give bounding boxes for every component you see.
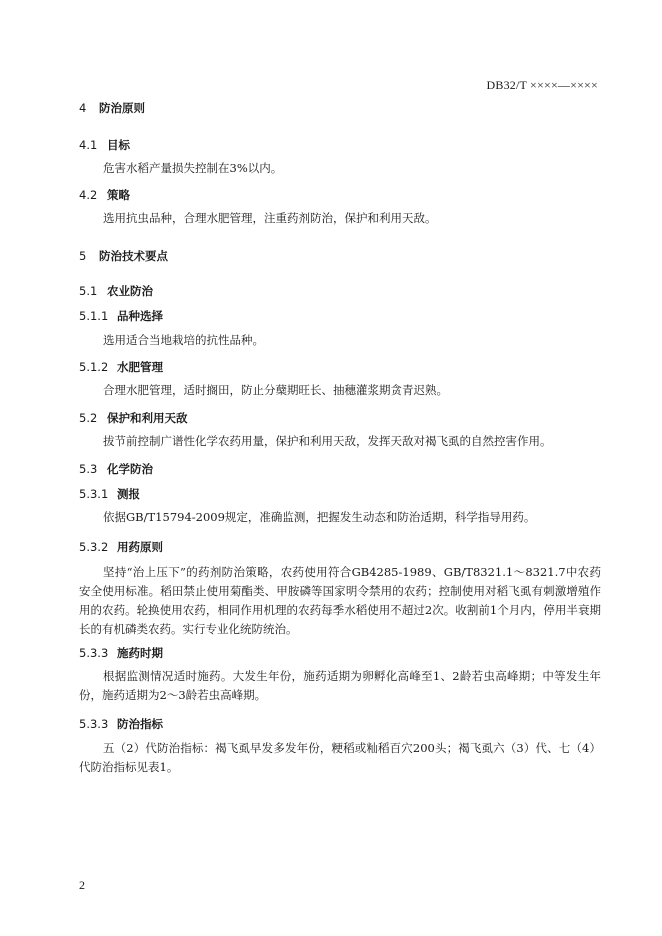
- heading-number: 5.3: [79, 462, 98, 476]
- heading-5-1: [79, 283, 153, 299]
- heading-number: 5: [79, 249, 87, 263]
- paragraph-5-3-1: 依据GB/T15794-2009规定，准确监测，把握发生动态和防治适期，科学指导用药。: [103, 510, 536, 524]
- heading-number: 5.3.1: [79, 487, 109, 501]
- paragraph-5-3-2: 坚持“治上压下”的药剂防治策略，农药使用符合GB4285-1989、GB/T8321.1～8321.7中农药安全使用标准。稻田禁止使用菊酯类、甲胺磷等国家明令禁用的农药；控制使用对稻飞虱有刺激增殖作用的农药。轮换使用农药，相同作用机理的农药每季水稻使用不超过2次。收割前1个月内，停用半衰期长的有机磷类农药。实行专业化统防统治。: [79, 565, 601, 636]
- heading-number: 5.3.2: [79, 540, 109, 554]
- heading-title: 水肥管理: [117, 360, 163, 374]
- heading-5-2: [79, 410, 188, 426]
- paragraph-5-1-1: 选用适合当地栽培的抗性品种。: [103, 333, 264, 347]
- heading-5-3: [79, 461, 153, 477]
- paragraph-4-1: 危害水稻产量损失控制在3%以内。: [103, 161, 283, 175]
- paragraph-5-3-3-timing: 根据监测情况适时施药。大发生年份，施药适期为卵孵化高峰至1、2龄若虫高峰期；中等发生年份，施药适期为2～3龄若虫高峰期。: [79, 669, 601, 702]
- heading-number: 5.3.3: [79, 717, 109, 731]
- heading-number: 5.1.1: [79, 309, 109, 323]
- page-number: 2: [79, 878, 85, 892]
- paragraph-5-1-2: 合理水肥管理，适时搁田，防止分蘖期旺长、抽穗灌浆期贪青迟熟。: [103, 383, 448, 397]
- heading-5-1-1: [79, 308, 163, 324]
- heading-number: 4.2: [79, 188, 98, 202]
- heading-title: 用药原则: [117, 540, 163, 554]
- heading-title: 测报: [117, 487, 140, 501]
- heading-5-3-1: [79, 486, 140, 502]
- heading-number: 5.1: [79, 284, 98, 298]
- heading-title: 保护和利用天敌: [107, 411, 188, 425]
- paragraph-5-2: 拔节前控制广谱性化学农药用量，保护和利用天敌，发挥天敌对褐飞虱的自然控害作用。: [103, 434, 552, 448]
- heading-number: 4.1: [79, 138, 98, 152]
- heading-title: 防治技术要点: [99, 249, 168, 263]
- heading-5-1-2: [79, 359, 163, 375]
- heading-number: 5.1.2: [79, 360, 109, 374]
- heading-5-3-3-timing: [79, 645, 163, 661]
- heading-title: 防治指标: [117, 717, 163, 731]
- heading-number: 5.3.3: [79, 646, 109, 660]
- heading-4-1: [79, 137, 130, 153]
- heading-5: [79, 248, 168, 264]
- heading-title: 农业防治: [107, 284, 153, 298]
- heading-title: 策略: [107, 188, 130, 202]
- heading-title: 化学防治: [107, 462, 153, 476]
- heading-title: 目标: [107, 138, 130, 152]
- heading-4-2: [79, 187, 130, 203]
- standard-code: DB32/T ××××—××××: [486, 78, 598, 92]
- heading-number: 5.2: [79, 411, 98, 425]
- heading-number: 4: [79, 101, 87, 115]
- heading-title: 防治原则: [99, 101, 145, 115]
- heading-5-3-3-index: [79, 716, 163, 732]
- heading-title: 品种选择: [117, 309, 163, 323]
- heading-4: [79, 100, 145, 116]
- paragraph-4-2: 选用抗虫品种，合理水肥管理，注重药剂防治，保护和利用天敌。: [103, 211, 437, 225]
- heading-title: 施药时期: [117, 646, 163, 660]
- heading-5-3-2: [79, 539, 163, 555]
- paragraph-5-3-3-index: 五（2）代防治指标：褐飞虱早发多发年份，粳稻或籼稻百穴200头；褐飞虱六（3）代、七（4）代防治指标见表1。: [79, 741, 601, 774]
